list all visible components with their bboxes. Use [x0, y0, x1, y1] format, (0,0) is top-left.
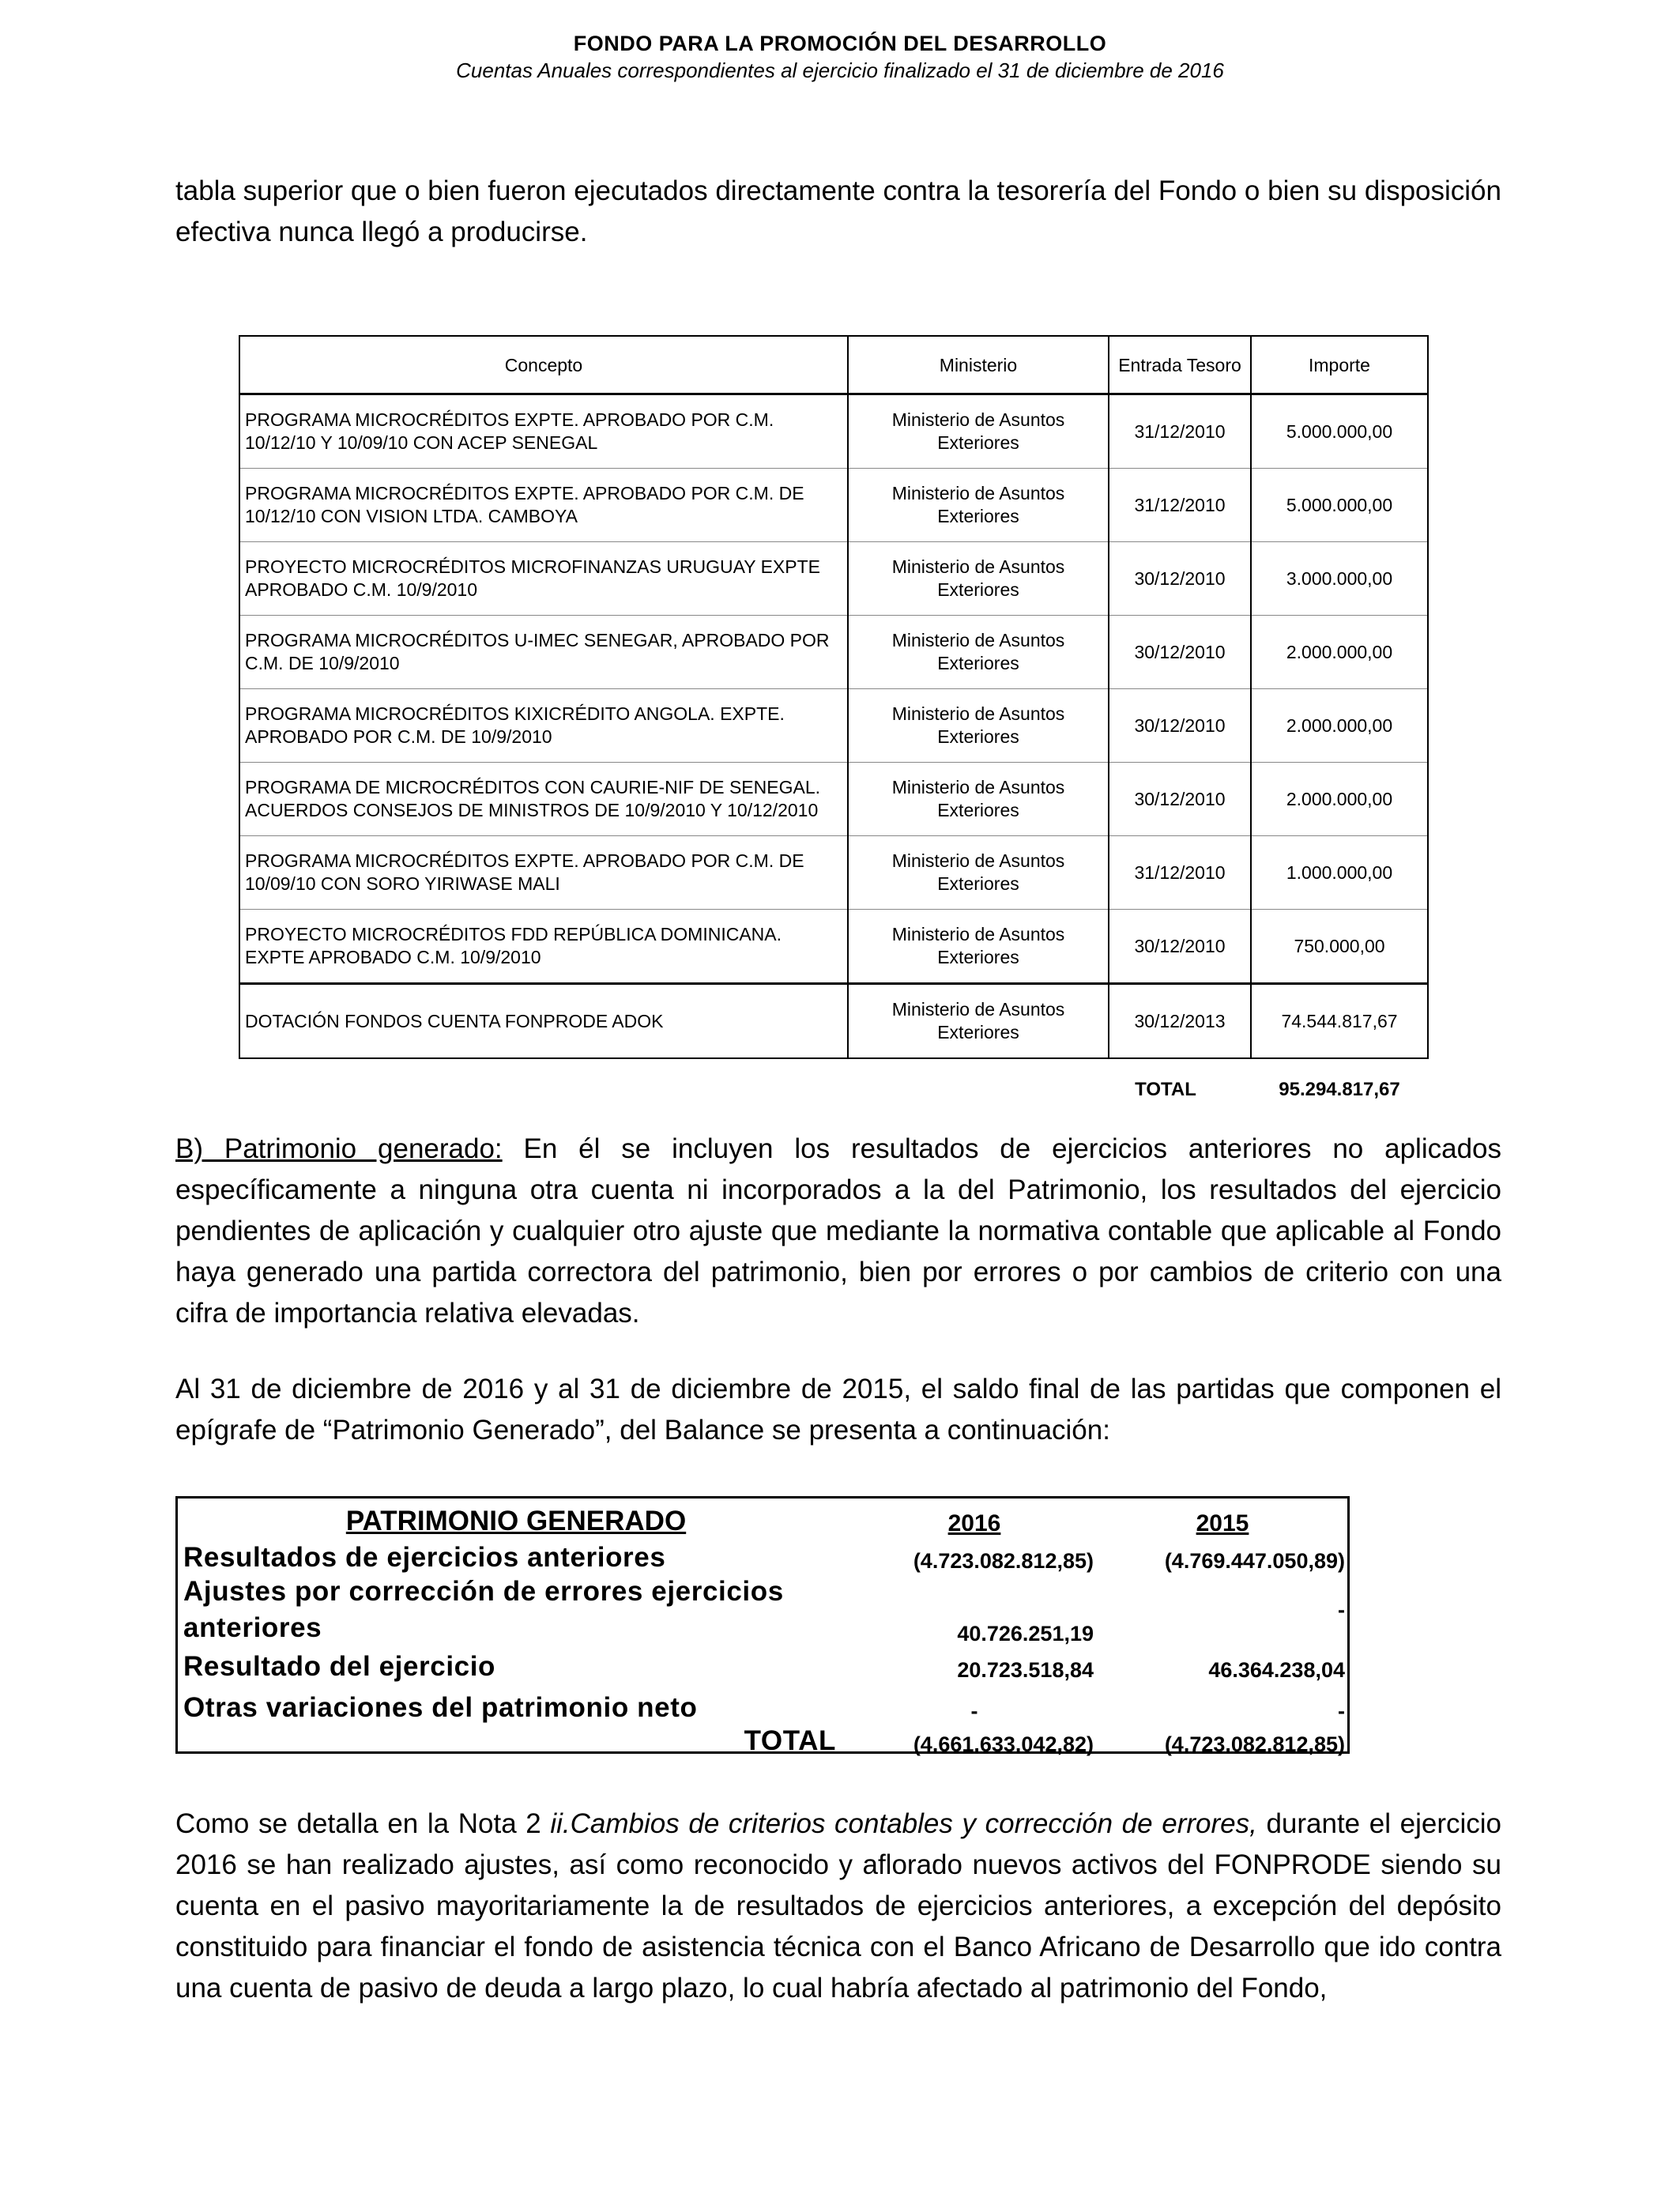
- closing-text-2: durante el ejercicio 2016 se han realizado ajustes, así como reconocido y aflorado nuevos activos del FONPRODE siendo su cuenta en el pasivo mayoritariamente la de resultados de ejercicios anteriores, a excepción del depósito constituido para financiar el fondo de asistencia técnica con el Banco Africano de Desarrollo que ido contra una cuenta de pasivo de deuda a largo plazo, lo cual habría afectado al patrimonio del Fondo,: [175, 1808, 1502, 2004]
- cell-concepto: PROGRAMA MICROCRÉDITOS U-IMEC SENEGAR, APROBADO POR C.M. DE 10/9/2010: [239, 616, 848, 689]
- section-b-paragraph: [175, 1129, 1501, 1334]
- cell-ministerio: Ministerio de Asuntos Exteriores: [848, 394, 1109, 469]
- table-row: [239, 689, 1428, 763]
- table-row: [180, 1646, 1348, 1683]
- cell-importe: 74.544.817,67: [1251, 984, 1428, 1059]
- value-2015: -: [1338, 1699, 1345, 1723]
- cell-ministerio: Ministerio de Asuntos Exteriores: [848, 689, 1109, 763]
- cell-entrada: 31/12/2010: [1109, 394, 1251, 469]
- table-row: [239, 394, 1428, 469]
- table-row: [239, 836, 1428, 910]
- patrimonio-table-box: [175, 1496, 1350, 1754]
- cell-entrada: 30/12/2013: [1109, 984, 1251, 1059]
- table1-total-value: 95.294.817,67: [1279, 1079, 1400, 1100]
- cell-entrada: 30/12/2010: [1109, 616, 1251, 689]
- header-concepto: Concepto: [239, 336, 848, 394]
- cell-entrada: 30/12/2010: [1109, 910, 1251, 984]
- patrimonio-total-row: [180, 1724, 1348, 1757]
- closing-text-1: Como se detalla en la Nota 2: [175, 1808, 551, 1839]
- row-label: Ajustes por corrección de errores ejercicios anteriores: [183, 1576, 784, 1643]
- table-row: [180, 1683, 1348, 1724]
- cell-concepto: DOTACIÓN FONDOS CUENTA FONPRODE ADOK: [239, 984, 848, 1059]
- table-row: [239, 542, 1428, 616]
- cell-importe: 2.000.000,00: [1251, 616, 1428, 689]
- patrimonio-header-row: [180, 1502, 1348, 1537]
- value-2016: 40.726.251,19: [957, 1622, 1094, 1646]
- section-b-text: En él se incluyen los resultados de ejercicios anteriores no aplicados específicamente a ninguna otra cuenta ni incorporados a la del Patrimonio, los resultados del ejercicio pendientes de aplicación y cualquier otro ajuste que mediante la normativa contable que aplicable al Fondo haya generado una partida correctora del patrimonio, bien por errores o por cambios de criterio con una cifra de importancia relativa elevadas.: [175, 1133, 1501, 1329]
- table-row: [180, 1574, 1348, 1646]
- table-row: [180, 1537, 1348, 1574]
- value-2016: 20.723.518,84: [957, 1658, 1094, 1682]
- total-2016: (4.661.633.042,82): [913, 1732, 1094, 1756]
- cell-concepto: PROYECTO MICROCRÉDITOS FDD REPÚBLICA DOMINICANA. EXPTE APROBADO C.M. 10/9/2010: [239, 910, 848, 984]
- section-b-heading: B) Patrimonio generado:: [175, 1133, 503, 1164]
- cell-ministerio: Ministerio de Asuntos Exteriores: [848, 469, 1109, 542]
- value-2015: (4.769.447.050,89): [1164, 1549, 1345, 1573]
- value-2015: 46.364.238,04: [1208, 1658, 1345, 1682]
- cell-ministerio: Ministerio de Asuntos Exteriores: [848, 836, 1109, 910]
- header-ministerio: Ministerio: [848, 336, 1109, 394]
- cell-concepto: PROGRAMA MICROCRÉDITOS KIXICRÉDITO ANGOLA. EXPTE. APROBADO POR C.M. DE 10/9/2010: [239, 689, 848, 763]
- table-row: [239, 984, 1428, 1059]
- header-importe: Importe: [1251, 336, 1428, 394]
- cell-importe: 2.000.000,00: [1251, 763, 1428, 836]
- cell-entrada: 30/12/2010: [1109, 542, 1251, 616]
- cell-entrada: 31/12/2010: [1109, 469, 1251, 542]
- cell-concepto: PROGRAMA MICROCRÉDITOS EXPTE. APROBADO POR C.M. DE 10/12/10 CON VISION LTDA. CAMBOYA: [239, 469, 848, 542]
- total-2015: (4.723.082.812,85): [1164, 1732, 1345, 1756]
- patrimonio-total-label: TOTAL: [744, 1725, 836, 1756]
- value-2015: -: [1338, 1597, 1345, 1622]
- value-2016: -: [970, 1699, 978, 1723]
- patrimonio-table: [180, 1502, 1348, 1757]
- balance-paragraph: Al 31 de diciembre de 2016 y al 31 de diciembre de 2015, el saldo final de las partidas que componen el epígrafe de “Patrimonio Generado”, del Balance se presenta a continuación:: [175, 1374, 1501, 1446]
- cell-importe: 3.000.000,00: [1251, 542, 1428, 616]
- table-row: [239, 910, 1428, 984]
- closing-paragraph: [175, 1804, 1501, 2009]
- document-subtitle: Cuentas Anuales correspondientes al ejercicio finalizado el 31 de diciembre de 2016: [456, 58, 1224, 82]
- row-label: Resultado del ejercicio: [183, 1651, 496, 1682]
- cell-ministerio: Ministerio de Asuntos Exteriores: [848, 910, 1109, 984]
- cell-concepto: PROGRAMA MICROCRÉDITOS EXPTE. APROBADO POR C.M. 10/12/10 Y 10/09/10 CON ACEP SENEGAL: [239, 394, 848, 469]
- table1-total-label: TOTAL: [1135, 1079, 1196, 1100]
- header-entrada-tesoro: Entrada Tesoro: [1109, 336, 1251, 394]
- row-label: Otras variaciones del patrimonio neto: [183, 1692, 698, 1723]
- cell-entrada: 31/12/2010: [1109, 836, 1251, 910]
- table-header-row: [239, 336, 1428, 394]
- cell-ministerio: Ministerio de Asuntos Exteriores: [848, 763, 1109, 836]
- cell-ministerio: Ministerio de Asuntos Exteriores: [848, 984, 1109, 1059]
- cell-importe: 5.000.000,00: [1251, 394, 1428, 469]
- cell-importe: 5.000.000,00: [1251, 469, 1428, 542]
- cell-ministerio: Ministerio de Asuntos Exteriores: [848, 616, 1109, 689]
- patrimonio-title: PATRIMONIO GENERADO: [345, 1506, 687, 1536]
- table-row: [239, 469, 1428, 542]
- cell-importe: 2.000.000,00: [1251, 689, 1428, 763]
- row-label: Resultados de ejercicios anteriores: [183, 1542, 666, 1573]
- cell-importe: 1.000.000,00: [1251, 836, 1428, 910]
- cell-concepto: PROGRAMA DE MICROCRÉDITOS CON CAURIE-NIF DE SENEGAL. ACUERDOS CONSEJOS DE MINISTROS DE 10/9/2010 Y 10/12/2010: [239, 763, 848, 836]
- closing-italic-reference: ii.Cambios de criterios contables y corrección de errores,: [550, 1808, 1257, 1839]
- cell-entrada: 30/12/2010: [1109, 689, 1251, 763]
- cell-ministerio: Ministerio de Asuntos Exteriores: [848, 542, 1109, 616]
- transfers-table: [239, 335, 1429, 1059]
- value-2016: (4.723.082.812,85): [913, 1549, 1094, 1573]
- cell-entrada: 30/12/2010: [1109, 763, 1251, 836]
- col-2016-header: 2016: [947, 1510, 1001, 1536]
- intro-paragraph: tabla superior que o bien fueron ejecutados directamente contra la tesorería del Fondo o bien su disposición efectiva nunca llegó a producirse.: [175, 175, 1501, 247]
- cell-importe: 750.000,00: [1251, 910, 1428, 984]
- cell-concepto: PROYECTO MICROCRÉDITOS MICROFINANZAS URUGUAY EXPTE APROBADO C.M. 10/9/2010: [239, 542, 848, 616]
- table-row: [239, 616, 1428, 689]
- cell-concepto: PROGRAMA MICROCRÉDITOS EXPTE. APROBADO POR C.M. DE 10/09/10 CON SORO YIRIWASE MALI: [239, 836, 848, 910]
- table-row: [239, 763, 1428, 836]
- col-2015-header: 2015: [1196, 1510, 1249, 1536]
- document-title: FONDO PARA LA PROMOCIÓN DEL DESARROLLO: [573, 32, 1107, 55]
